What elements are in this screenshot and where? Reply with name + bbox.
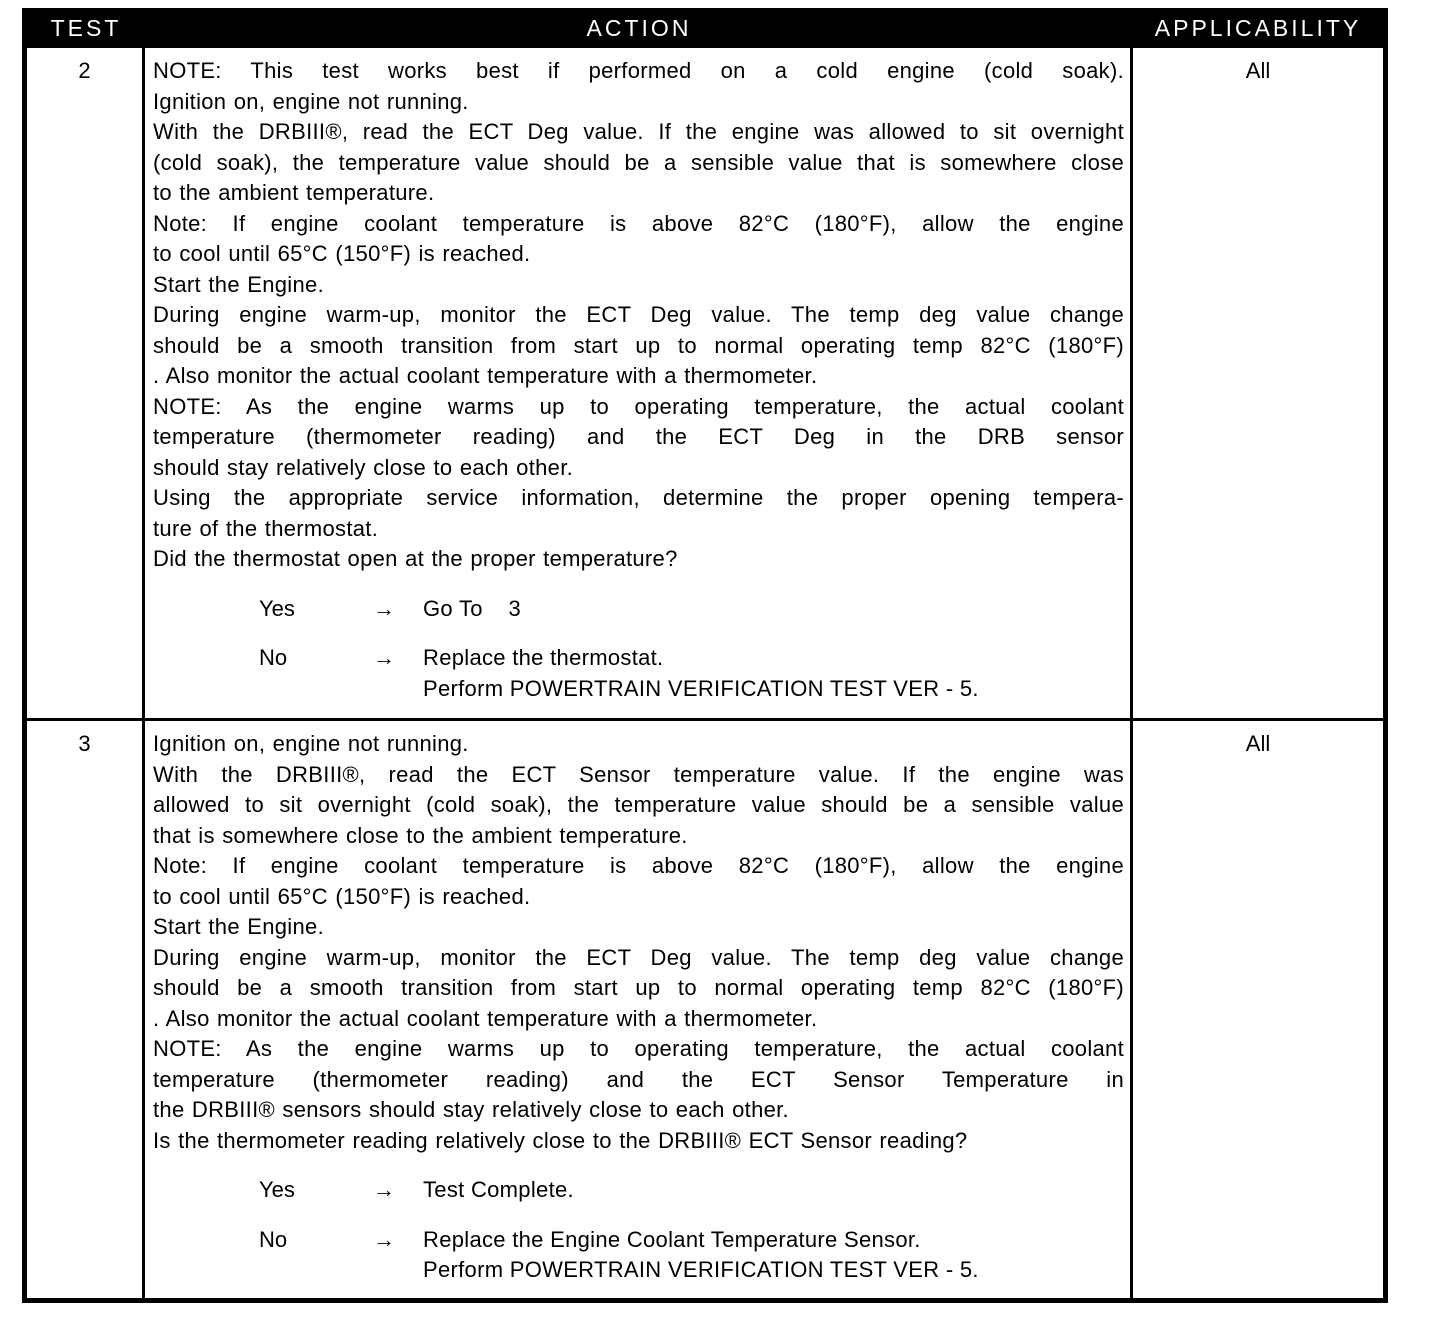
- action-line: should be a smooth transition from start up to normal operating temp 82°C (180°F): [153, 332, 1124, 358]
- action-line: During engine warm-up, monitor the ECT Deg value. The temp deg value change: [153, 944, 1124, 970]
- action-line: to the ambient temperature.: [153, 180, 435, 205]
- action-line: temperature (thermometer reading) and the ECT Sensor Temperature in: [153, 1066, 1124, 1092]
- answer-result: [423, 1225, 1124, 1286]
- action-line: NOTE: As the engine warms up to operating temperature, the actual coolant: [153, 393, 1124, 419]
- action-line: to cool until 65°C (150°F) is reached.: [153, 241, 531, 266]
- action-line: the DRBIII® sensors should stay relatively close to each other.: [153, 1097, 789, 1122]
- answer-result: [423, 1175, 1124, 1206]
- answer-result-line: Replace the Engine Coolant Temperature Sensor.: [423, 1226, 921, 1252]
- action-line: Ignition on, engine not running.: [153, 88, 469, 114]
- answer-yes: [153, 1175, 1124, 1206]
- action-cell: [145, 48, 1133, 718]
- action-line: Using the appropriate service information, determine the proper opening tempera-: [153, 485, 1124, 510]
- action-line: Did the thermostat open at the proper temperature?: [153, 546, 678, 571]
- action-line: that is somewhere close to the ambient temperature.: [153, 822, 688, 848]
- action-line: ture of the thermostat.: [153, 515, 379, 541]
- answer-result-line: Go To 3: [423, 595, 521, 621]
- action-line: During engine warm-up, monitor the ECT Deg value. The temp deg value change: [153, 302, 1124, 327]
- answer-list: [153, 594, 1124, 705]
- answer-label: Yes: [259, 1177, 295, 1202]
- action-line: NOTE: This test works best if performed on a cold engine (cold soak).: [153, 58, 1124, 83]
- action-line: Is the thermometer reading relatively close to the DRBIII® ECT Sensor reading?: [153, 1127, 968, 1153]
- answer-result-line: Perform POWERTRAIN VERIFICATION TEST VER - 5.: [423, 1257, 979, 1282]
- action-line: Ignition on, engine not running.: [153, 731, 469, 756]
- action-line: temperature (thermometer reading) and the ECT Deg in the DRB sensor: [153, 424, 1124, 449]
- answer-result: [423, 594, 1124, 625]
- action-line: allowed to sit overnight (cold soak), the temperature value should be a sensible value: [153, 792, 1124, 817]
- action-line: Note: If engine coolant temperature is above 82°C (180°F), allow the engine: [153, 210, 1124, 236]
- answer-yes: [153, 594, 1124, 625]
- answer-no: [153, 1225, 1124, 1286]
- answer-result-line: Test Complete.: [423, 1177, 574, 1202]
- test-number: 2: [27, 48, 145, 718]
- arrow-right-icon: →: [373, 595, 395, 621]
- answer-result-line: Perform POWERTRAIN VERIFICATION TEST VER - 5.: [423, 675, 979, 701]
- action-line: Note: If engine coolant temperature is above 82°C (180°F), allow the engine: [153, 853, 1124, 878]
- action-line: should be a smooth transition from start up to normal operating temp 82°C (180°F): [153, 975, 1124, 1000]
- action-line: NOTE: As the engine warms up to operating temperature, the actual coolant: [153, 1036, 1124, 1061]
- answer-result: [423, 643, 1124, 704]
- arrow-right-icon: →: [373, 1177, 395, 1202]
- answer-label: No: [259, 645, 288, 670]
- diagnostic-test-table: [22, 8, 1388, 1303]
- header-test: TEST: [27, 8, 145, 48]
- arrow-right-icon: →: [373, 645, 395, 670]
- action-line: (cold soak), the temperature value should be a sensible value that is somewhere close: [153, 149, 1124, 175]
- answer-label: Yes: [259, 595, 295, 621]
- action-text: [153, 729, 1124, 1156]
- action-line: Start the Engine.: [153, 914, 324, 939]
- answer-label: No: [259, 1226, 288, 1252]
- test-number: 3: [27, 718, 145, 1298]
- answer-no: [153, 643, 1124, 704]
- applicability-value: All: [1133, 718, 1383, 1298]
- applicability-value: All: [1245, 58, 1271, 83]
- header-action: ACTION: [145, 8, 1133, 48]
- action-line: . Also monitor the actual coolant temperature with a thermometer.: [153, 1005, 818, 1031]
- action-text: [153, 56, 1124, 575]
- action-line: to cool until 65°C (150°F) is reached.: [153, 883, 531, 909]
- arrow-right-icon: →: [373, 1226, 395, 1252]
- action-line: . Also monitor the actual coolant temperature with a thermometer.: [153, 363, 818, 388]
- action-line: Start the Engine.: [153, 271, 324, 297]
- action-line: With the DRBIII®, read the ECT Deg value. If the engine was allowed to sit overnight: [153, 119, 1124, 144]
- action-line: should stay relatively close to each other.: [153, 454, 574, 480]
- header-applicability: APPLICABILITY: [1133, 8, 1383, 48]
- answer-result-line: Replace the thermostat.: [423, 645, 664, 670]
- answer-list: [153, 1175, 1124, 1286]
- action-cell: [145, 718, 1133, 1298]
- action-line: With the DRBIII®, read the ECT Sensor temperature value. If the engine was: [153, 761, 1124, 787]
